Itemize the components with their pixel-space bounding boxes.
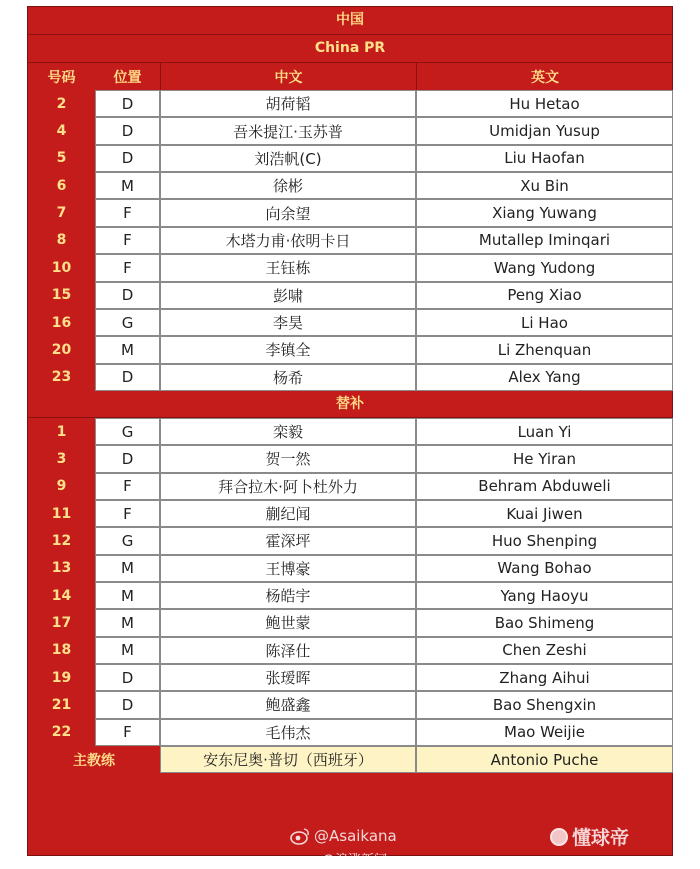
player-name-en: Zhang Aihui (416, 664, 673, 691)
player-name-cn: 李镇全 (160, 336, 416, 363)
player-position: F (95, 719, 160, 746)
header-number: 号码 (47, 69, 76, 86)
player-name-cn: 彭啸 (160, 282, 416, 309)
player-name-en: Yang Haoyu (416, 582, 673, 609)
player-name-en: He Yiran (416, 445, 673, 472)
player-number: 2 (56, 95, 67, 112)
player-row (28, 527, 672, 554)
player-number: 17 (51, 614, 72, 631)
player-number: 13 (51, 560, 72, 577)
coach-name-cn: 安东尼奥·普切（西班牙） (160, 746, 416, 773)
weibo-icon (290, 827, 310, 845)
soccer-ball-icon (550, 828, 568, 846)
player-row (28, 227, 672, 254)
player-name-cn: 栾毅 (160, 418, 416, 445)
player-name-en: Kuai Jiwen (416, 500, 673, 527)
player-row (28, 609, 672, 636)
player-position: D (95, 445, 160, 472)
player-row (28, 445, 672, 472)
player-position: D (95, 691, 160, 718)
player-name-cn: 拜合拉木·阿卜杜外力 (160, 473, 416, 500)
player-name-en: Behram Abduweli (416, 473, 673, 500)
player-name-en: Xu Bin (416, 172, 673, 199)
player-name-en: Umidjan Yusup (416, 117, 673, 144)
player-position: G (95, 418, 160, 445)
player-row (28, 117, 672, 144)
player-row (28, 145, 672, 172)
header-position: 位置 (113, 69, 142, 86)
subs-banner: 替补 (28, 391, 672, 418)
player-number: 3 (56, 450, 67, 467)
site-logo-watermark (550, 823, 629, 850)
player-name-en: Li Zhenquan (416, 336, 673, 363)
player-name-cn: 吾米提江·玉苏普 (160, 117, 416, 144)
player-row (28, 719, 672, 746)
player-row (28, 172, 672, 199)
player-number: 16 (51, 314, 72, 331)
column-header-row (28, 63, 672, 90)
player-position: D (95, 90, 160, 117)
header-chinese: 中文 (160, 63, 416, 90)
player-position: D (95, 117, 160, 144)
player-row (28, 336, 672, 363)
player-name-cn: 王博豪 (160, 555, 416, 582)
player-number: 20 (51, 341, 72, 358)
player-row (28, 500, 672, 527)
player-name-en: Xiang Yuwang (416, 199, 673, 226)
player-number: 9 (56, 478, 67, 495)
player-position: M (95, 637, 160, 664)
player-row (28, 473, 672, 500)
player-number: 1 (56, 423, 67, 440)
player-position: G (95, 527, 160, 554)
player-row (28, 309, 672, 336)
player-name-en: Bao Shengxin (416, 691, 673, 718)
player-name-cn: 向余望 (160, 199, 416, 226)
player-row (28, 364, 672, 391)
player-name-en: Liu Haofan (416, 145, 673, 172)
team-title-cn: 中国 (28, 7, 672, 35)
footer-area (28, 773, 672, 868)
player-name-cn: 贺一然 (160, 445, 416, 472)
player-name-en: Bao Shimeng (416, 609, 673, 636)
player-name-en: Alex Yang (416, 364, 673, 391)
player-row (28, 582, 672, 609)
player-name-en: Mao Weijie (416, 719, 673, 746)
player-position: F (95, 254, 160, 281)
player-number: 7 (56, 205, 67, 222)
player-name-cn: 木塔力甫·依明卡日 (160, 227, 416, 254)
player-row (28, 555, 672, 582)
player-name-en: Wang Bohao (416, 555, 673, 582)
player-position: G (95, 309, 160, 336)
player-name-cn: 张瑷晖 (160, 664, 416, 691)
player-name-cn: 鲍世蒙 (160, 609, 416, 636)
player-row (28, 254, 672, 281)
player-position: D (95, 364, 160, 391)
player-row (28, 664, 672, 691)
player-name-cn: 刘浩帆(C) (160, 145, 416, 172)
player-name-en: Peng Xiao (416, 282, 673, 309)
weibo-handle-watermark: @Asaikana (314, 827, 397, 845)
player-number: 15 (51, 287, 72, 304)
coach-row (28, 746, 672, 773)
player-position: F (95, 227, 160, 254)
player-name-en: Luan Yi (416, 418, 673, 445)
site-logo-text: 懂球帝 (572, 827, 630, 849)
player-name-cn: 徐彬 (160, 172, 416, 199)
player-row (28, 282, 672, 309)
player-number: 14 (51, 587, 72, 604)
player-name-en: Wang Yudong (416, 254, 673, 281)
coach-name-en: Antonio Puche (416, 746, 673, 773)
player-name-en: Hu Hetao (416, 90, 673, 117)
player-name-cn: 鲍盛鑫 (160, 691, 416, 718)
player-row (28, 637, 672, 664)
player-position: M (95, 582, 160, 609)
player-number: 10 (51, 259, 72, 276)
player-row (28, 418, 672, 445)
player-row (28, 691, 672, 718)
player-number: 6 (56, 177, 67, 194)
player-number: 5 (56, 150, 67, 167)
player-number: 23 (51, 369, 72, 386)
player-position: F (95, 500, 160, 527)
player-number: 19 (51, 669, 72, 686)
header-english: 英文 (416, 63, 673, 90)
player-position: M (95, 555, 160, 582)
player-number: 11 (51, 505, 72, 522)
player-number: 21 (51, 696, 72, 713)
player-number: 8 (56, 232, 67, 249)
news-source-watermark: @浪涨新闻 (322, 853, 388, 868)
player-position: D (95, 145, 160, 172)
squad-sheet (27, 6, 673, 868)
player-number: 4 (56, 123, 67, 140)
player-name-cn: 毛伟杰 (160, 719, 416, 746)
player-position: M (95, 609, 160, 636)
player-position: F (95, 199, 160, 226)
player-row (28, 199, 672, 226)
player-number: 22 (51, 724, 72, 741)
team-title-en: China PR (28, 35, 672, 63)
player-name-en: Huo Shenping (416, 527, 673, 554)
player-position: D (95, 282, 160, 309)
player-number: 18 (51, 642, 72, 659)
player-name-cn: 胡荷韬 (160, 90, 416, 117)
player-position: M (95, 336, 160, 363)
player-row (28, 90, 672, 117)
player-number: 12 (51, 532, 72, 549)
player-name-en: Chen Zeshi (416, 637, 673, 664)
player-name-cn: 陈泽仕 (160, 637, 416, 664)
player-name-cn: 杨皓宇 (160, 582, 416, 609)
player-position: M (95, 172, 160, 199)
player-name-cn: 杨希 (160, 364, 416, 391)
player-name-cn: 霍深坪 (160, 527, 416, 554)
player-name-cn: 李昊 (160, 309, 416, 336)
player-name-en: Mutallep Iminqari (416, 227, 673, 254)
player-name-cn: 王钰栋 (160, 254, 416, 281)
player-name-cn: 蒯纪闻 (160, 500, 416, 527)
player-position: D (95, 664, 160, 691)
player-name-en: Li Hao (416, 309, 673, 336)
player-position: F (95, 473, 160, 500)
coach-label: 主教练 (73, 752, 115, 769)
